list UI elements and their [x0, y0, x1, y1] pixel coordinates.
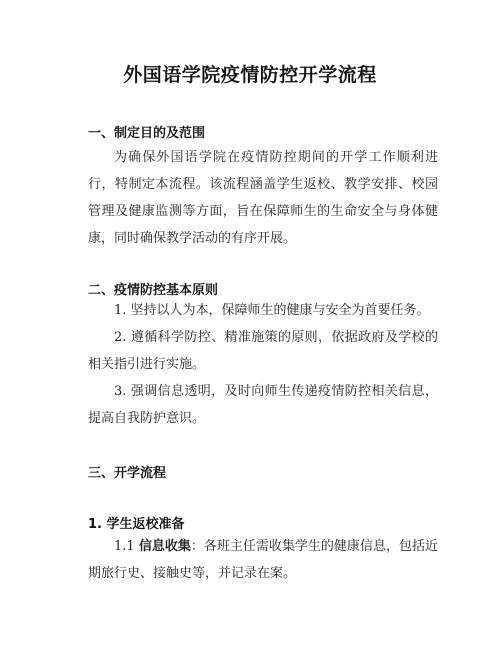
item-colon: ：: [190, 539, 204, 554]
principle-item-2: 2. 遵循科学防控、精准施策的原则，依据政府及学校的相关指引进行实施。: [88, 330, 438, 372]
document-title: 外国语学院疫情防控开学流程: [123, 64, 377, 86]
principle-item-1: 1. 坚持以人为本，保障师生的健康与安全为首要任务。: [114, 303, 430, 318]
subsection-heading-return: 1. 学生返校准备: [88, 517, 185, 532]
section-heading-process: 三、开学流程: [88, 466, 167, 481]
item-number: 1.1: [114, 539, 135, 554]
item-text: 各班主任需收集学生的健康信息，包括近期旅行史、接触史等，并记录在案。: [88, 539, 438, 581]
process-item-info-collection: [88, 533, 438, 587]
section-heading-principles: 二、疫情防控基本原则: [88, 283, 219, 298]
principle-item-3: 3. 强调信息透明，及时向师生传递疫情防控相关信息，提高自我防护意识。: [88, 384, 438, 426]
section-paragraph-purpose: 为确保外国语学院在疫情防控期间的开学工作顺利进行，特制定本流程。该流程涵盖学生返校、教学安排、校园管理及健康监测等方面，旨在保障师生的生命安全与身体健康，同时确保教学活动的有序开展。: [88, 150, 438, 246]
section-heading-purpose: 一、制定目的及范围: [88, 126, 206, 141]
item-label: 信息收集: [138, 539, 191, 554]
